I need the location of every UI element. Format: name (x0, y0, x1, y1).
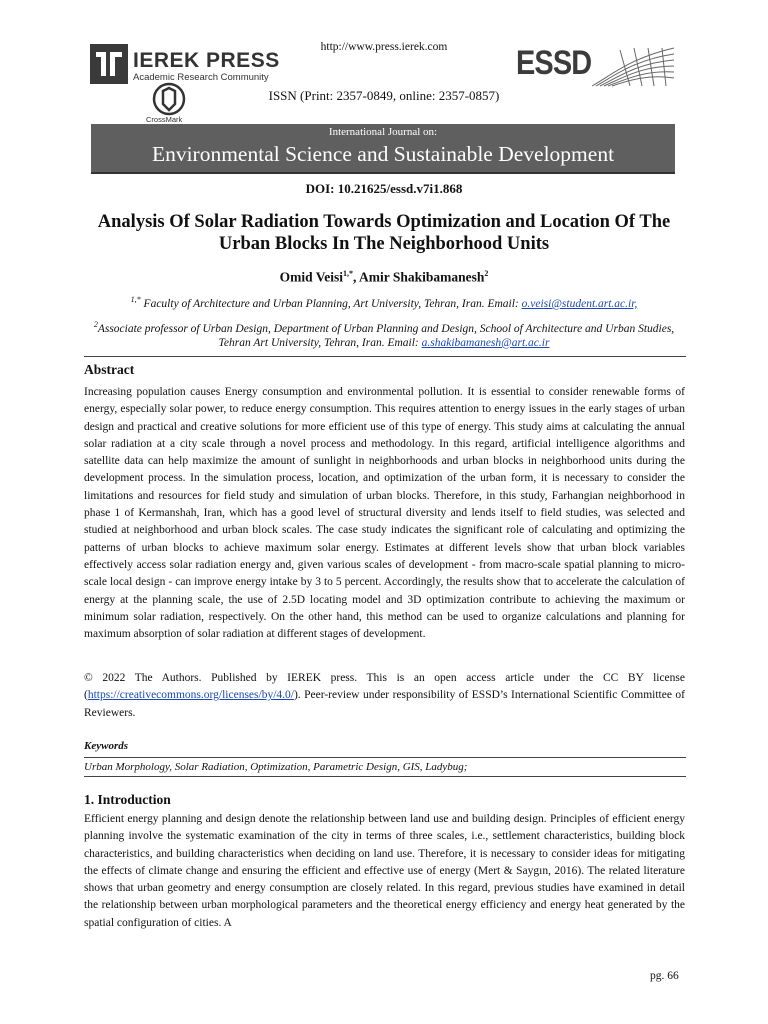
author-separator: , (352, 269, 359, 285)
author-affiliation-mark: 2 (484, 269, 489, 278)
banner-subtitle: International Journal on: (328, 126, 438, 138)
doi[interactable]: DOI: 10.21625/essd.v7i1.868 (305, 181, 463, 196)
license-link[interactable]: https://creativecommons.org/licenses/by/4.0/ (87, 689, 294, 702)
affiliation-2 (90, 318, 678, 350)
page-number: pg. 66 (650, 970, 679, 982)
introduction-text: Efficient energy planning and design denote the relationship between land use and building design. Principles of efficient energy planning involve the systematic examination of the city in terms of three scales, i.e., settlement characteristics, building block characteristics, and building characteristics when deciding on land use. Therefore, it is necessary to consider ideas for mitigating the effects of climate change and ensuring the efficient and effective use of energy (Mert & Saygın, 2016). The related literature shows that urban geometry and energy consumption are closely related. In this regard, previous studies have examined in detail the relationship between urban morphological parameters and the theoretical energy efficiency and energy heat generated by the spatial configuration of cities. A (84, 813, 685, 929)
keywords-list: Urban Morphology, Solar Radiation, Optimization, Parametric Design, GIS, Ladybug; (84, 761, 468, 773)
introduction-body (84, 811, 685, 932)
author-name: Omid Veisi (279, 269, 343, 285)
affiliation-mark: 1,* (130, 295, 141, 304)
essd-logo-graphic-icon (590, 46, 676, 88)
author-list (0, 269, 768, 286)
affiliation-mark: 2 (93, 320, 98, 329)
author-email-link[interactable]: a.shakibamanesh@art.ac.ir (421, 336, 550, 349)
affiliation-text: Associate professor of Urban Design, Department of Urban Planning and Design, School of Architecture and Urban Studies, Tehran Art University, Tehran, Iran. Email: (97, 322, 675, 349)
crossmark-label: CrossMark (146, 115, 183, 124)
journal-url[interactable]: http://www.press.ierek.com (320, 41, 448, 53)
keywords-heading: Keywords (84, 740, 128, 752)
banner-underline (91, 172, 675, 174)
author-name: Amir Shakibamanesh (359, 269, 485, 285)
license-statement (84, 670, 685, 722)
abstract-heading: Abstract (84, 362, 135, 377)
author-affiliation-mark: 1,* (342, 269, 353, 278)
license-text: ). Peer-review under responsibility of ESSD’s International Scientific Committee of Reviewers. (84, 689, 685, 719)
publisher-logo-text: IEREK PRESS (133, 49, 280, 72)
license-text: © 2022 The Authors. Published by IEREK press. This is an open access article under the CC BY license ( (84, 672, 685, 702)
abstract-text: Increasing population causes Energy consumption and environmental pollution. It is essential to consider renewable forms of energy, especially solar power, to reduce energy consumption. This requires attention to energy issues in the early stages of urban design and practical and creative solutions for more efficient use of this type of energy. This study aims at calculating the annual solar radiation at a city scale through a novel process and methodology. In this regard, artificial intelligence algorithms and satellite data can help maximize the amount of sunlight in neighborhoods and urban blocks in neighborhood units during the development process. In the simulation process, location, and optimization of the urban form, it is necessary to consider the limitations and resources for field study and simulation of urban blocks. Therefore, in this study, Farhangian neighborhood in phase 1 of Kermanshah, Iran, which has a good level of structural diversity and lends itself to field studies, was selected and studied at neighborhood and urban block scales. The case study indicates the significant role of calculating and optimizing the patterns of urban blocks to achieve maximum solar energy. Estimates at different levels show that urban block variables effectively access solar radiation energy and, given various scales of development - from macro-scale spatial planning to micro-scale local design - can improve energy intake by 3 to 5 percent. Accordingly, the results show that to accelerate the calculation of energy at the planning scale, the use of 2.5D locating model and 3D optimization contribute to achieving the maximum or minimum solar radiation, respectively. On the other hand, this method can be used to organize calculations and planning for maximum absorption of solar radiation at different stages of development. (84, 386, 685, 641)
author-email-link[interactable]: o.veisi@student.art.ac.ir, (521, 297, 638, 310)
issn-text: ISSN (Print: 2357-0849, online: 2357-0857) (268, 88, 500, 103)
affiliation-text: Faculty of Architecture and Urban Planning, Art University, Tehran, Iran. Email: (140, 297, 522, 310)
publisher-tagline: Academic Research Community (133, 72, 269, 83)
affiliation-1 (0, 295, 768, 310)
keywords-divider (84, 776, 686, 777)
journal-title: Environmental Science and Sustainable Development (151, 142, 615, 166)
ierek-logo-icon (90, 44, 128, 84)
abstract-body (84, 384, 685, 643)
keywords-divider (84, 757, 686, 758)
article-title: Analysis Of Solar Radiation Towards Optimization and Location Of The Urban Blocks In The Neighborhood Units (97, 212, 671, 254)
section-divider (84, 356, 686, 357)
journal-logo: ESSD (516, 44, 592, 82)
introduction-heading: 1. Introduction (84, 792, 171, 807)
